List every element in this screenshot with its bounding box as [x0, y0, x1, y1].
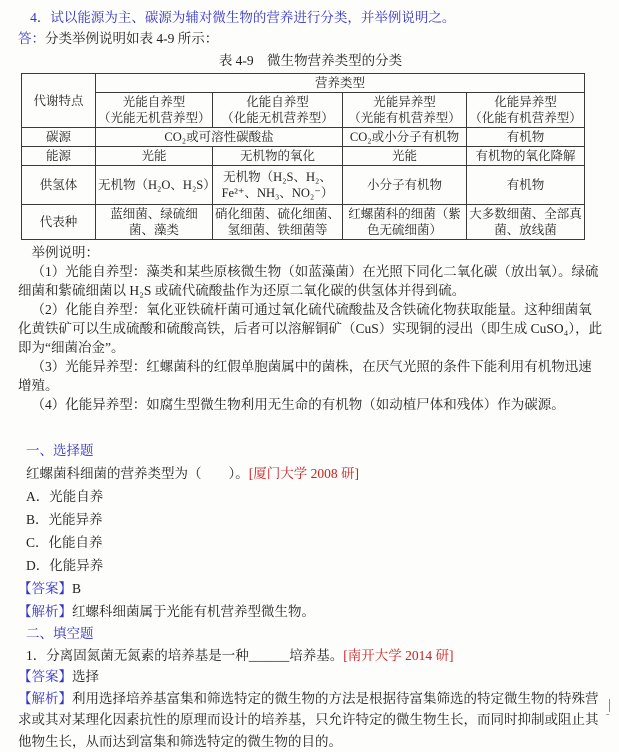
representatives-cell-1: 蓝细菌、绿硫细菌、藻类 [96, 205, 213, 240]
choice-analysis-line [18, 600, 603, 623]
hydrogen-cell-4: 有机物 [467, 166, 585, 205]
representatives-cell-2: 硝化细菌、硫化细菌、氢细菌、铁细菌等 [213, 205, 343, 240]
energy-cell-2: 无机物的氧化 [213, 147, 343, 166]
choice-question-section [18, 439, 603, 623]
answer-label: 答： [18, 31, 45, 46]
scan-artifact-mark [609, 699, 610, 712]
blank-answer-line [18, 666, 603, 688]
choice-answer-value: B [72, 581, 81, 596]
col-header-2 [213, 93, 343, 128]
example-item-3: （3）光能异养型：红螺菌科的红假单胞菌属中的菌株，在厌气光照的条件下能利用有机物迅速增殖。 [18, 357, 603, 395]
row-label-representatives: 代表种 [22, 205, 96, 240]
group-header: 营养类型 [96, 74, 585, 93]
choice-analysis-label: 【解析】 [18, 604, 72, 619]
col-header-1-alias: （光能无机营养型） [98, 110, 210, 126]
question-4: 4．试以能源为主、碳源为辅对微生物的营养进行分类，并举例说明之。 [18, 7, 603, 28]
examples-block [18, 243, 603, 414]
answer-intro-text: 分类举例说明如表 4-9 所示： [45, 31, 218, 46]
table-row [22, 128, 585, 147]
hydrogen-cell-1: 无机物（H₂O、H₂S） [96, 166, 213, 205]
example-item-2: （2）化能自养型：氧化亚铁硫杆菌可通过氧化硫代硫酸盐及含铁硫化物获取能量。这种细菌氧化黄铁矿可以生成硫酸和硫酸高铁，后者可以溶解铜矿（CuS）实现铜的浸出（即生成 CuSO₄），此即为“细菌冶金”。 [18, 300, 603, 357]
blank-question-stem [26, 645, 603, 667]
carbon-autotroph-cell: CO₂或可溶性碳酸盐 [96, 128, 343, 147]
corner-header: 代谢特点 [22, 74, 96, 128]
blank-analysis-line [18, 688, 603, 752]
hydrogen-cell-2: 无机物（H₂S、H₂、Fe²⁺、NH₃、NO₂⁻） [213, 166, 343, 205]
table-row [22, 74, 585, 93]
blank-question-text: 1．分离固氮菌无氮素的培养基是一种______培养基。 [26, 648, 343, 663]
section-heading-choice: 一、选择题 [26, 439, 603, 462]
choice-question-text: 红螺菌科细菌的营养类型为（ ）。 [26, 466, 249, 481]
answer-line [18, 28, 603, 50]
table-row [22, 147, 585, 166]
energy-cell-1: 光能 [96, 147, 213, 166]
choice-answer-label: 【答案】 [18, 581, 72, 596]
representatives-cell-4: 大多数细菌、全部真菌、放线菌 [467, 205, 585, 240]
col-header-2-name: 化能自养型 [215, 94, 340, 110]
blank-analysis-label: 【解析】 [18, 691, 72, 706]
col-header-3-name: 光能异养型 [345, 94, 464, 110]
col-header-3-alias: （光能有机营养型） [345, 110, 464, 126]
table-title: 表 4-9 微生物营养类型的分类 [18, 51, 603, 71]
energy-cell-4: 有机物的氧化降解 [467, 147, 585, 166]
carbon-photohetero-cell: CO₂或小分子有机物 [343, 128, 467, 147]
choice-question-source: [厦门大学 2008 研] [249, 466, 359, 481]
representatives-cell-3: 红螺菌科的细菌（紫色无硫细菌） [343, 205, 467, 240]
blank-answer-value: 选择 [72, 669, 99, 684]
col-header-1-name: 光能自养型 [98, 94, 210, 110]
row-label-carbon: 碳源 [22, 128, 96, 147]
row-label-hydrogen: 供氢体 [22, 166, 96, 205]
choice-answer-line [18, 577, 603, 600]
blank-analysis-text: 利用选择培养基富集和筛选特定的微生物的方法是根据待富集筛选的特定微生物的特殊营求或其对某理化因素抗性的原理而设计的培养基，只允许特定的微生物生长，而同时抑制或阻止其他物生长，从而达到富集和筛选特定的微生物的目的。 [18, 691, 599, 749]
choice-option-d: D．化能异养 [26, 554, 603, 577]
row-label-energy: 能源 [22, 147, 96, 166]
choice-option-c: C．化能自养 [26, 531, 603, 554]
nutrition-type-table [21, 73, 585, 240]
section-heading-blank: 二、填空题 [26, 623, 603, 645]
examples-label: 举例说明： [18, 243, 603, 262]
col-header-4 [467, 93, 585, 128]
example-item-4: （4）化能异养型：如腐生型微生物利用无生命的有机物（如动植尸体和残体）作为碳源。 [18, 395, 603, 414]
choice-question-stem [26, 462, 603, 485]
carbon-chemohetero-cell: 有机物 [467, 128, 585, 147]
example-item-1: （1）光能自养型：藻类和某些原核微生物（如蓝藻菌）在光照下同化二氧化碳（放出氧）。绿硫细菌和紫硫细菌以 H₂S 或硫代硫酸盐作为还原二氧化碳的供氢体并得到硫。 [18, 262, 603, 300]
table-row [22, 205, 585, 240]
col-header-4-alias: （化能有机营养型） [469, 110, 582, 126]
table-row [22, 166, 585, 205]
col-header-1 [96, 93, 213, 128]
blank-question-section [18, 623, 603, 752]
choice-option-a: A．光能自养 [26, 485, 603, 508]
col-header-3 [343, 93, 467, 128]
blank-answer-label: 【答案】 [18, 669, 72, 684]
blank-question-source: [南开大学 2014 研] [343, 648, 453, 663]
col-header-2-alias: （化能无机营养型） [215, 110, 340, 126]
energy-cell-3: 光能 [343, 147, 467, 166]
choice-option-b: B．光能异养 [26, 508, 603, 531]
choice-analysis-text: 红螺科细菌属于光能有机营养型微生物。 [72, 604, 315, 619]
table-row [22, 93, 585, 128]
hydrogen-cell-3: 小分子有机物 [343, 166, 467, 205]
col-header-4-name: 化能异养型 [469, 94, 582, 110]
